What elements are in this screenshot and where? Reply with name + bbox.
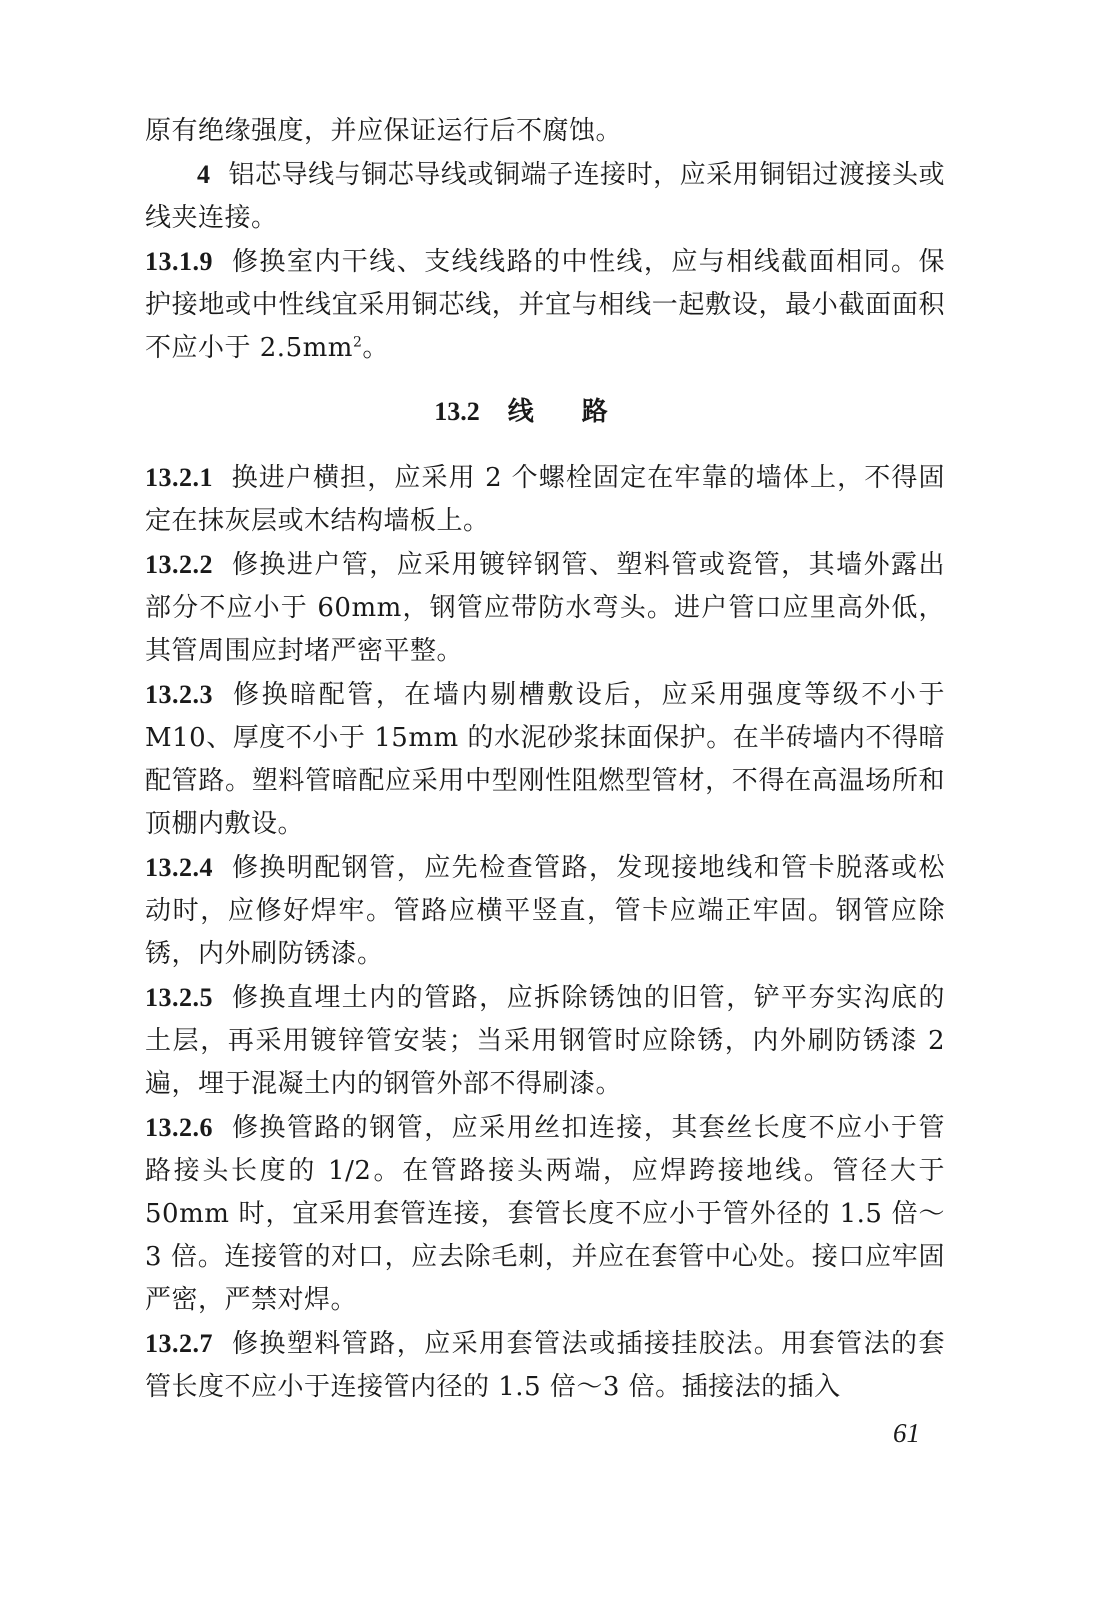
page-number: 61: [893, 1418, 920, 1448]
clause-13-2-3: [145, 673, 945, 846]
section-number: 13.2: [434, 397, 480, 426]
clause-number: 13.2.3: [145, 680, 213, 709]
paragraph-continued: [145, 110, 945, 153]
clause-13-2-4: [145, 846, 945, 976]
clause-text: 修换管路的钢管，应采用丝扣连接，其套丝长度不应小于管路接头长度的 1/2。在管路接头两端，应焊跨接地线。管径大于 50mm 时，宜采用套管连接，套管长度不应小于管外径的 1.5 倍～3 倍。连接管的对口，应去除毛刺，并应在套管中心处。接口应牢固严密，严禁对焊。: [145, 1113, 945, 1315]
clause-text: 修换直埋土内的管路，应拆除锈蚀的旧管，铲平夯实沟底的土层，再采用镀锌管安装；当采用钢管时应除锈，内外刷防锈漆 2 遍，埋于混凝土内的钢管外部不得刷漆。: [145, 983, 945, 1099]
clause-text: 修换室内干线、支线线路的中性线，应与相线截面相同。保护接地或中性线宜采用铜芯线，并宜与相线一起敷设，最小截面面积不应小于 2.5mm: [145, 247, 945, 363]
item-number: 4: [197, 160, 211, 189]
clause-13-1-9: [145, 240, 945, 370]
clause-number: 13.1.9: [145, 247, 213, 276]
clause-text: 修换暗配管，在墙内剔槽敷设后，应采用强度等级不小于 M10、厚度不小于 15mm 的水泥砂浆抹面保护。在半砖墙内不得暗配管路。塑料管暗配应采用中型刚性阻燃型管材，不得在高温场所和顶棚内敷设。: [145, 680, 945, 839]
section-title: 线路: [507, 397, 656, 427]
clause-13-2-6: [145, 1106, 945, 1322]
clause-13-2-2: [145, 543, 945, 673]
clause-number: 13.2.2: [145, 550, 213, 579]
clause-text: 修换进户管，应采用镀锌钢管、塑料管或瓷管，其墙外露出部分不应小于 60mm，钢管应带防水弯头。进户管口应里高外低，其管周围应封堵严密平整。: [145, 550, 945, 666]
clause-13-2-7: [145, 1322, 945, 1409]
clause-text: 修换塑料管路，应采用套管法或插接挂胶法。用套管法的套管长度不应小于连接管内径的 1.5 倍～3 倍。插接法的插入: [145, 1329, 945, 1402]
clause-text: 修换明配钢管，应先检查管路，发现接地线和管卡脱落或松动时，应修好焊牢。管路应横平竖直，管卡应端正牢固。钢管应除锈，内外刷防锈漆。: [145, 853, 945, 969]
clause-tail: 。: [362, 333, 389, 363]
page-body: [145, 110, 945, 1409]
clause-13-2-1: [145, 456, 945, 543]
list-item-4: [145, 153, 945, 240]
section-heading: [145, 390, 945, 434]
item-text: 铝芯导线与铜芯导线或铜端子连接时，应采用铜铝过渡接头或线夹连接。: [145, 160, 945, 233]
clause-number: 13.2.1: [145, 463, 213, 492]
superscript: 2: [352, 334, 363, 351]
clause-list: [145, 456, 945, 1409]
clause-13-2-5: [145, 976, 945, 1106]
paragraph-text: 原有绝缘强度，并应保证运行后不腐蚀。: [145, 116, 623, 146]
clause-text: 换进户横担，应采用 2 个螺栓固定在牢靠的墙体上，不得固定在抹灰层或木结构墙板上。: [145, 463, 945, 536]
clause-number: 13.2.4: [145, 853, 213, 882]
clause-number: 13.2.5: [145, 983, 213, 1012]
clause-number: 13.2.6: [145, 1113, 213, 1142]
clause-number: 13.2.7: [145, 1329, 213, 1358]
